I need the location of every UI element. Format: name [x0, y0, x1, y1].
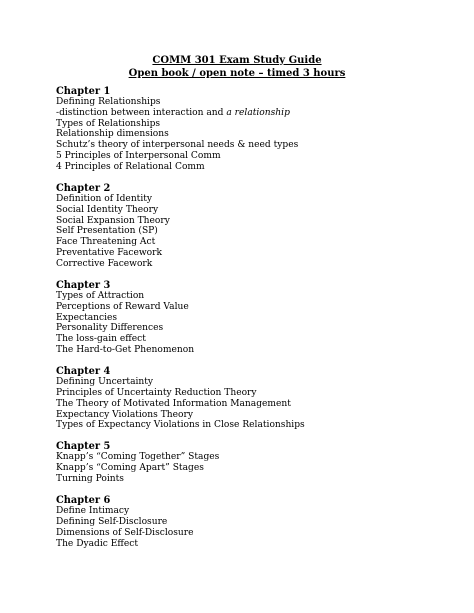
chapter-3-item: The loss-gain effect [56, 334, 146, 345]
chapter-2-item: Preventative Facework [56, 247, 162, 258]
chapter-5-section [56, 441, 446, 484]
chapter-1-title: Chapter 1 [56, 86, 111, 97]
chapter-1-section [56, 86, 446, 173]
chapter-4-item: The Theory of Motivated Information Management [56, 398, 291, 409]
chapter-4-item: Expectancy Violations Theory [56, 409, 193, 420]
chapter-3-item: Personality Differences [56, 323, 164, 334]
chapter-3-section [56, 280, 446, 356]
chapter-6-item: Defining Self-Disclosure [56, 517, 168, 528]
chapter-3-title: Chapter 3 [56, 279, 111, 291]
chapter-4-item: Principles of Uncertainty Reduction Theory [56, 387, 257, 398]
chapter-4-title: Chapter 4 [56, 366, 111, 378]
chapter-1-item: 4 Principles of Relational Comm [56, 161, 205, 172]
chapter-1-item: Types of Relationships [56, 118, 161, 129]
chapter-5-item: Knapp’s “Coming Apart” Stages [56, 463, 204, 474]
chapter-5-item: Turning Points [56, 474, 124, 485]
chapter-1-item-italic-text: a relationship [226, 107, 290, 118]
chapter-3-item: The Hard-to-Get Phenomenon [56, 344, 195, 355]
chapter-4-item: Defining Uncertainty [56, 377, 154, 388]
chapter-2-item: Face Threatening Act [56, 237, 156, 248]
document-header [0, 54, 474, 80]
chapter-1-item [56, 108, 446, 119]
chapter-6-item: Define Intimacy [56, 506, 130, 517]
chapter-2-section [56, 183, 446, 270]
chapter-5-title: Chapter 5 [56, 441, 111, 453]
chapter-5-item: Knapp’s “Coming Together” Stages [56, 452, 220, 463]
chapter-6-item: The Dyadic Effect [56, 538, 138, 549]
chapter-2-item: Definition of Identity [56, 193, 153, 204]
chapter-1-item: Defining Relationships [56, 97, 161, 107]
study-guide-content [56, 86, 446, 560]
chapter-2-title: Chapter 2 [56, 182, 111, 194]
chapter-3-item: Perceptions of Reward Value [56, 301, 189, 312]
chapter-2-item: Social Identity Theory [56, 204, 159, 215]
chapter-4-section [56, 366, 446, 431]
document-title: COMM 301 Exam Study Guide [152, 55, 322, 66]
chapter-1-item: 5 Principles of Interpersonal Comm [56, 150, 221, 161]
chapter-6-title: Chapter 6 [56, 495, 111, 507]
chapter-2-item: Social Expansion Theory [56, 215, 170, 226]
chapter-1-item: Schutz’s theory of interpersonal needs & need types [56, 140, 299, 151]
chapter-3-item: Types of Attraction [56, 290, 145, 301]
chapter-3-item: Expectancies [56, 312, 118, 323]
chapter-1-item-text: -distinction between interaction and [56, 107, 224, 118]
chapter-6-section [56, 495, 446, 549]
chapter-6-item: Dimensions of Self-Disclosure [56, 527, 194, 538]
chapter-4-item: Types of Expectancy Violations in Close Relationships [56, 420, 305, 431]
chapter-2-item: Corrective Facework [56, 258, 153, 269]
chapter-1-item: Relationship dimensions [56, 129, 169, 140]
chapter-2-item: Self Presentation (SP) [56, 226, 158, 237]
document-subtitle: Open book / open note – timed 3 hours [128, 68, 346, 79]
